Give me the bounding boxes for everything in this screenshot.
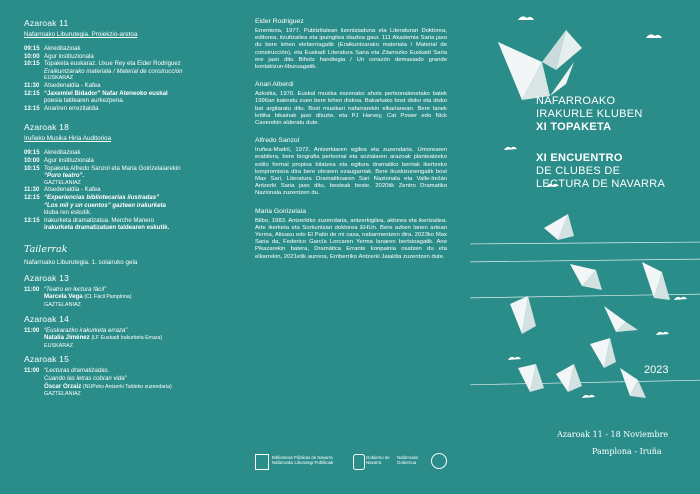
workshop-row: 11:00 “Lecturas dramatizadas. (24, 367, 110, 375)
cover-column (470, 0, 700, 494)
government-name: Gobierno de Navarra (366, 455, 390, 465)
language-label: GAZTELANIAZ (44, 179, 81, 186)
schedule-continuation: “Los mil y un cuentos” gazteen irakurketa (44, 201, 166, 209)
schedule-row: 09:15 Akreditazioak (24, 149, 81, 157)
schedule-row: 10:00 Agur instituzionala (24, 52, 94, 60)
title-spanish: XI ENCUENTRO DE CLUBES DE LECTURA DE NAVARRA (536, 152, 666, 190)
government-name-eu: Nafarroako Gobernua (397, 455, 419, 465)
bio-text: Azkoitia, 1970. Euskal musika eszenako ahots pertsonalenetako batek 1996an kaleratu zuen bere lehen diskoa. Bakarkako bost disko eta disko bat argitaratu ditu. Bost musikari nafarrarekin elkarlanean. Bere lanek kritika bikainak jaso dituzte, eta PJ Harvey, Cat Power edo Nick Caverekin alderatu dute. (255, 91, 447, 127)
schedule-row: 10:00 Agur instituzionala (24, 156, 94, 164)
event-dates: Azaroak 11 - 18 Noviembre (557, 430, 669, 439)
event-city: Pamplona - Iruña (592, 447, 662, 456)
workshop-person: Marcela Vega (CL Fácil Pamplona) (44, 293, 132, 301)
bio-name: Anari Alberdi (255, 81, 294, 89)
bio-name: Maria Goirizelaia (255, 207, 306, 215)
library-name: Bibliotecas Públicas de Navarra (272, 455, 333, 460)
schedule-continuation: kluba ren eskutik. (44, 209, 92, 217)
program-column (18, 18, 230, 494)
schedule-row: 13:15 Anariren errezitaldia (24, 104, 99, 112)
day-title: Azaroak 11 (24, 18, 69, 28)
workshop-person: Óscar Orzaiz (NUPeko Antzerki Taldeko zuzendaria) (44, 382, 172, 390)
schedule-row: 13:15 Irakurketa dramatizatua. Merche Manero (24, 216, 155, 224)
title-basque: NAFARROAKO IRAKURLE KLUBEN XI TOPAKETA (536, 95, 643, 133)
workshop-day: Azaroak 14 (24, 313, 69, 324)
paper-birds-illustration (470, 0, 700, 494)
schedule-row: 12:15 “Jaxemiel Bidador” Nafar Ateneoko euskal (24, 89, 168, 97)
workshops-heading: Tailerrak (24, 243, 68, 255)
schedule-row: 11:30 Atsedenaldia - Kafea (24, 186, 101, 194)
bio-text: Bilbo, 1983. Antzerkiko zuzendaria, antzerkigilea, aktorea eta ikertzailea. Arte ikerketa eta Sorkuntzan doktorea EHUn. Bere azken lanen artean Yerma, Altsasu edo El Patio de mi casa, nabarmentzen dira. 2023ko Max Saria da, Federico García Lorcaren Yerma lanaren bertsioagatik. Ane Pikazarekin batera, Dramática Errante konpainia osatzen du eta elkarrekin, 2021etik aurrera, Erriberriko Antzerki Jaialdia zuzentzen dute. (255, 217, 447, 260)
year: 2023 (644, 364, 669, 376)
circle-logo-icon (431, 453, 447, 469)
workshop-day: Azaroak 15 (24, 354, 69, 365)
language-label: GAZTELANIAZ (44, 302, 81, 309)
bio-text: Errenteria, 1977. Publizitatean lizentziaduna eta Literaturan Doktorea, editorea, itzultzailea eta ipuingilea idazlea gaur. 111 Akademia Saria jaso du bere lehen eleberriagatik (Eraikuntzarako materiala / Material de construcción), eta Euskadi Literatura Saria eta Zilarrezko Euskadi Saria ere jaso ditu Bihotz handiegia / Un corazón demasiado grande kontakizun-liburuagatik. (255, 28, 447, 71)
schedule-row: 10:15 Topaketa euskaraz. Uxue Rey eta Eider Rodriguez (24, 60, 181, 68)
schedule-row: 10:15 Topaketa Alfredo Sanzol eta Maria Goirizelaiarekin (24, 164, 181, 172)
library-name-eu: Nafarroako Liburutegi Publikoak (272, 460, 334, 465)
bio-name: Eider Rodriguez (255, 18, 304, 25)
schedule-row: 12:15 “Experiencias bibliotecarias ilustradas” (24, 193, 160, 201)
day-title: Azaroak 18 (24, 122, 69, 133)
schedule-row: 11:30 Atsedenaldia - Kafea (24, 81, 101, 89)
schedule-italic: Eraikuntzarako materiala / Material de construcción (44, 67, 183, 75)
schedule-continuation: irakurketa dramatizatuen taldearen eskutik. (44, 224, 170, 232)
schedule-row: 09:15 Akreditazioak (24, 45, 81, 52)
workshop-location: Nafarroako Liburutegia. 1. solairuko gela (24, 258, 138, 266)
workshop-title-cont: Cuando las letras cobran vida” (44, 375, 127, 383)
sponsor-logos (255, 452, 455, 476)
day-location: Iruñeko Musika Hiria Auditorioa (24, 135, 112, 143)
bio-text: Iruñea-Madril, 1972. Antzerkiaren egilea eta zuzendaria. Umorearen erabilera, bere biografia pertsonal eta sozialaren arazoak planteatzeko estilo formal propioa bilatzea eta egitura dramatiko berriak ikertzeko konpromisoa dira bere obraren ezaugarriak. Bere ikuskizunengatik bost Max Sari, Literatura Dramatikoaren Sari Nazionala eta Valle-Inclán Antzerki Saria jaso ditu, besteak beste. 2020tik Zentro Dramatiko Nazionala zuzentzen du. (255, 147, 447, 197)
workshop-row: 11:00 “Teatro en lectura fácil” (24, 285, 107, 293)
schedule-italic: “Puro teatro”. (44, 172, 85, 180)
language-label: EUSKARAZ (44, 75, 74, 82)
workshop-person: Natalia Jiménez (LF Euskadi Irakurketa Erraza) (44, 334, 163, 342)
workshop-row: 11:00 “Euskarazko irakurketa erraza” (24, 326, 128, 334)
day-location: Nafarroako Liburutegia. Proiekzio-aretoa (24, 31, 138, 38)
library-logo-icon (255, 454, 269, 470)
language-label: EUSKARAZ (44, 342, 74, 349)
bios-column (255, 18, 447, 494)
workshop-day: Azaroak 13 (24, 272, 69, 283)
language-label: GAZTELANIAZ (44, 391, 81, 398)
schedule-continuation: poesia taldearen aurkezpena. (44, 97, 125, 105)
navarra-shield-icon (353, 454, 365, 470)
bio-name: Alfredo Sanzol (255, 137, 300, 145)
